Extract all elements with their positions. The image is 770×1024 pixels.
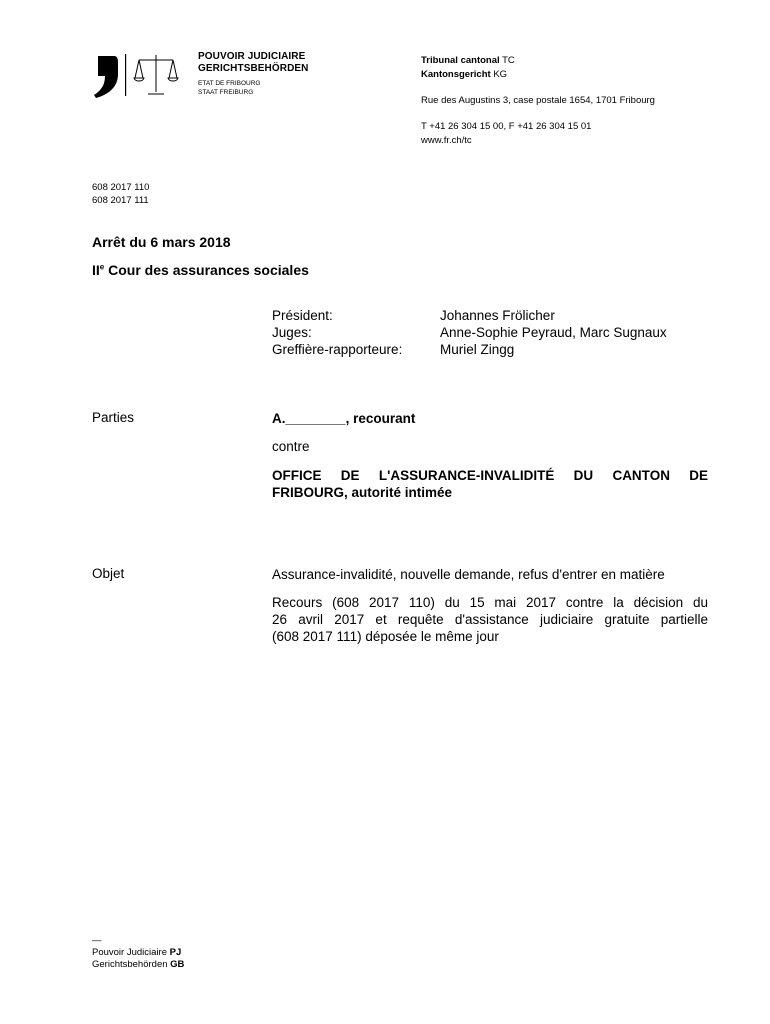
respondent: OFFICE DE L'ASSURANCE-INVALIDITÉ DU CANTON DE FRIBOURG, autorité intimée (272, 468, 708, 500)
footer-dash: — (92, 935, 102, 946)
court-name-fr: Tribunal cantonal TC (421, 55, 515, 66)
case-number: 608 2017 111 (92, 195, 149, 206)
case-number: 608 2017 110 (92, 182, 150, 193)
object-description: Recours (608 2017 110) du 15 mai 2017 contre la décision du 26 avril 2017 et requête d'assistance judiciaire gratuite partielle (608 2017 111) déposée le même jour (272, 595, 708, 644)
versus-text: contre (272, 439, 310, 454)
chamber-title: IIe Cour des assurances sociales (92, 262, 309, 278)
appellant: A.________, recourant (272, 411, 416, 426)
case-numbers (92, 181, 149, 207)
state-name-fr: ETAT DE FRIBOURG (198, 80, 261, 87)
org-name-fr: POUVOIR JUDICIAIRE (198, 51, 306, 62)
judgment-title: Arrêt du 6 mars 2018 (92, 234, 231, 250)
object-subject: Assurance-invalidité, nouvelle demande, refus d'entrer en matière (272, 567, 665, 582)
parties-label: Parties (92, 410, 135, 425)
court-website: www.fr.ch/tc (421, 135, 472, 146)
composition-labels (272, 307, 402, 358)
footer-line: Gerichtsbehörden GB (92, 959, 185, 970)
court-name-de: Kantonsgericht KG (421, 69, 508, 80)
composition-value: Muriel Zingg (440, 342, 515, 357)
composition-label: Greffière-rapporteure: (272, 342, 403, 357)
court-contact-block (421, 54, 655, 148)
footer-line: Pouvoir Judiciaire PJ (92, 947, 182, 958)
object-label: Objet (92, 566, 125, 581)
comma-mark-icon (94, 56, 118, 98)
fribourg-judiciary-logo (92, 52, 180, 100)
state-name-de: STAAT FREIBURG (198, 89, 254, 96)
composition-label: Juges: (272, 325, 312, 340)
composition-value: Anne-Sophie Peyraud, Marc Sugnaux (440, 325, 667, 340)
org-name-de: GERICHTSBEHÖRDEN (198, 63, 309, 74)
scales-of-justice-icon (134, 55, 178, 94)
organisation-block (198, 51, 309, 97)
composition-values (440, 307, 667, 358)
divider-line (125, 54, 126, 96)
footer (92, 935, 184, 971)
court-phone-fax: T +41 26 304 15 00, F +41 26 304 15 01 (421, 121, 592, 132)
composition-label: Président: (272, 308, 333, 323)
court-address: Rue des Augustins 3, case postale 1654, 1701 Fribourg (421, 95, 655, 106)
composition-value: Johannes Frölicher (440, 308, 555, 323)
